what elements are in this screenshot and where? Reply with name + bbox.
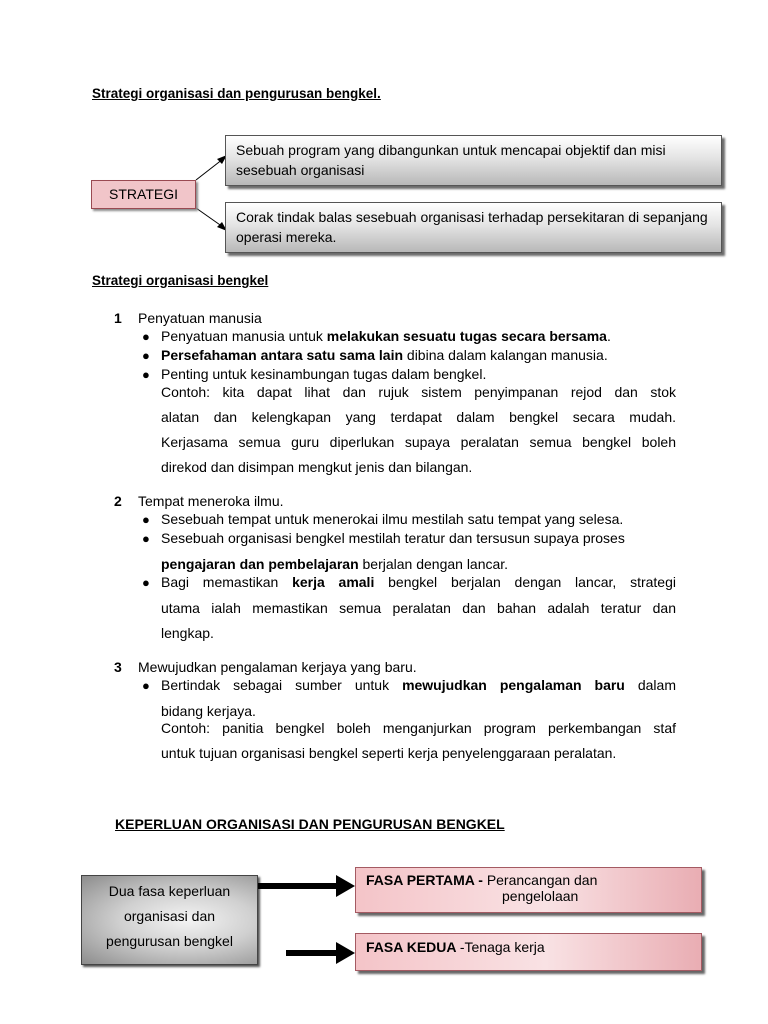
bullet-icon: ● (142, 348, 150, 363)
section-1-bullet-1: Penyatuan manusia untuk melakukan sesuatu tugas secara bersama. (161, 328, 611, 344)
section-3-bullet-1-line-1: Bertindak sebagai sumber untuk mewujudkan pengalaman baru dalam (161, 677, 676, 693)
arrow-right-icon (336, 942, 355, 964)
section-1-example-line-2: alatan dan kelengkapan yang terdapat dalam bengkel secara mudah. (161, 409, 676, 425)
section-1-example-line-3: Kerjasama semua guru diperlukan supaya peralatan semua bengkel boleh (161, 434, 676, 450)
fasa-arrows (258, 872, 358, 967)
definition-box-1: Sebuah program yang dibangunkan untuk mencapai objektif dan misi sesebuah organisasi (225, 135, 722, 186)
bullet-icon: ● (142, 531, 150, 546)
connector-line-bottom (196, 208, 223, 227)
section-heading-keperluan: KEPERLUAN ORGANISASI DAN PENGURUSAN BENGKEL (115, 816, 505, 832)
section-1-bullet-3: Penting untuk kesinambungan tugas dalam bengkel. (161, 366, 487, 382)
section-1-bullet-2: Persefahaman antara satu sama lain dibina dalam kalangan manusia. (161, 347, 608, 363)
bullet-icon: ● (142, 367, 150, 382)
fasa-kedua-box: FASA KEDUA -Tenaga kerja (355, 933, 702, 971)
fasa-pertama-box (355, 867, 702, 913)
definition-box-2: Corak tindak balas sesebuah organisasi terhadap persekitaran di sepanjang operasi mereka. (225, 202, 722, 253)
section-1-example-line-4: direkod dan disimpan mengkut jenis dan bilangan. (161, 459, 473, 475)
fasa-pertama-line-2: pengelolaan (502, 888, 579, 904)
connector-line-top (196, 159, 223, 180)
section-3-example-line-2: untuk tujuan organisasi bengkel seperti kerja penyelenggaraan peralatan. (161, 745, 617, 761)
dua-fasa-box (81, 875, 258, 965)
section-1-example-line-1: Contoh: kita dapat lihat dan rujuk sistem penyimpanan rejod dan stok (161, 384, 676, 400)
section-2-bullet-3-line-2: utama ialah memastikan semua peralatan dan bahan adalah teratur dan (161, 600, 676, 616)
section-3-title: Mewujudkan pengalaman kerjaya yang baru. (138, 659, 417, 675)
section-3-number: 3 (114, 659, 122, 675)
bullet-icon: ● (142, 575, 150, 590)
arrow-shaft-2 (286, 950, 338, 956)
section-1-title: Penyatuan manusia (138, 310, 262, 326)
section-1-number: 1 (114, 310, 122, 326)
arrow-right-icon (336, 875, 355, 897)
arrow-shaft-1 (258, 883, 338, 889)
bullet-icon: ● (142, 512, 150, 527)
section-2-bullet-2-line-2: pengajaran dan pembelajaran berjalan dengan lancar. (161, 556, 509, 572)
section-2-bullet-3-line-1: Bagi memastikan kerja amali bengkel berjalan dengan lancar, strategi (161, 574, 676, 590)
strategi-box: STRATEGI (91, 180, 196, 209)
section-2-bullet-2-line-1: Sesebuah organisasi bengkel mestilah teratur dan tersusun supaya proses (161, 530, 625, 546)
dua-fasa-line-1: Dua fasa keperluan (108, 883, 231, 899)
bullet-icon: ● (142, 329, 150, 344)
section-3-bullet-1-line-2: bidang kerjaya. (161, 703, 256, 719)
dua-fasa-line-3: pengurusan bengkel (106, 933, 233, 949)
section-2-bullet-1: Sesebuah tempat untuk menerokai ilmu mestilah satu tempat yang selesa. (161, 511, 624, 527)
fasa-pertama-line-1: FASA PERTAMA - Perancangan dan (366, 872, 598, 888)
dua-fasa-line-2: organisasi dan (123, 908, 216, 924)
page-title: Strategi organisasi dan pengurusan bengkel. (92, 86, 381, 101)
section-2-title: Tempat meneroka ilmu. (138, 493, 284, 509)
section-heading-strategi-bengkel: Strategi organisasi bengkel (92, 273, 269, 288)
section-2-bullet-3-line-3: lengkap. (161, 625, 214, 641)
section-3-example-line-1: Contoh: panitia bengkel boleh menganjurkan program perkembangan staf (161, 720, 676, 736)
section-2-number: 2 (114, 493, 122, 509)
bullet-icon: ● (142, 678, 150, 693)
